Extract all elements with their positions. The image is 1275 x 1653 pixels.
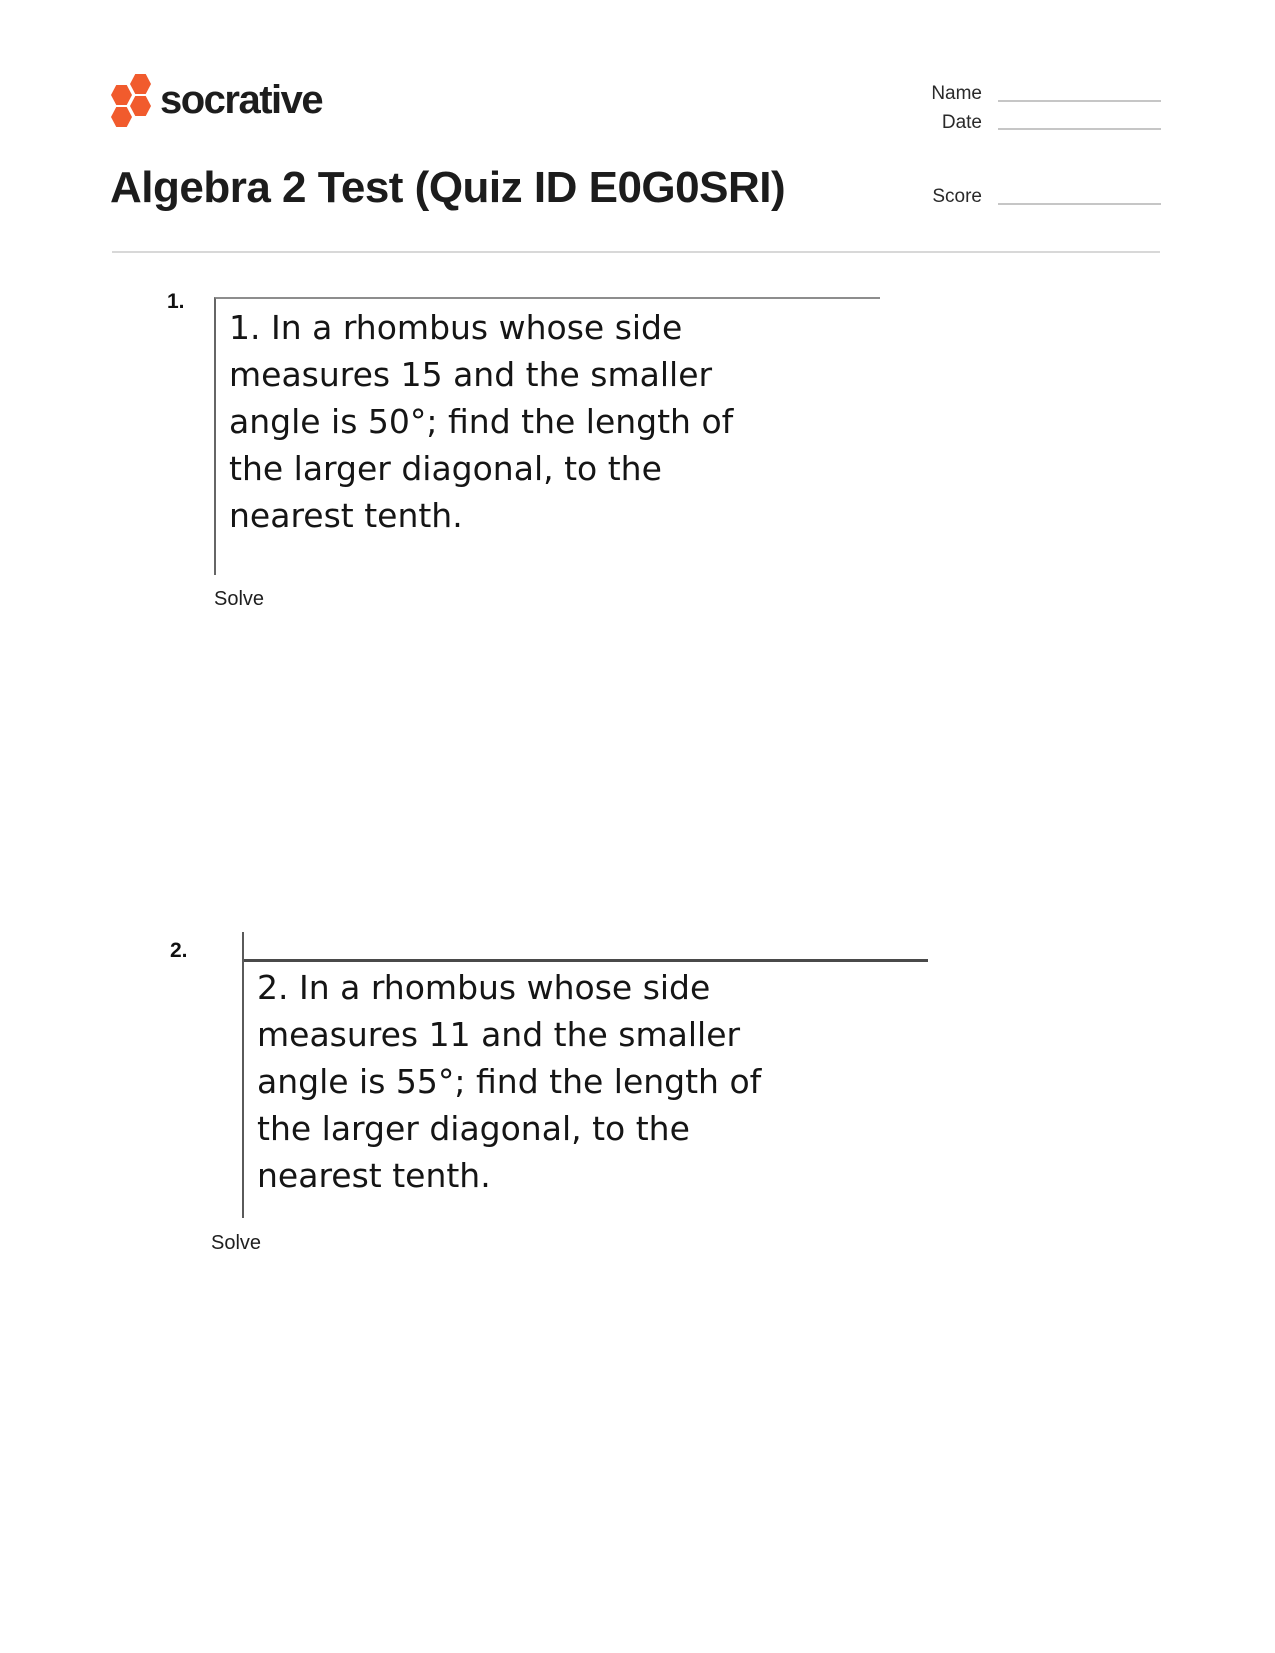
- question-2-line: 2. In a rhombus whose side: [257, 968, 711, 1007]
- header-divider: [112, 251, 1160, 253]
- hexagon-icon: [130, 74, 151, 94]
- socrative-logo-text: socrative: [160, 78, 323, 122]
- question-1-answer-label: Solve: [214, 588, 265, 610]
- question-2-image: [242, 932, 928, 1218]
- question-1-text: [216, 299, 880, 539]
- page-title: Algebra 2 Test (Quiz ID E0G0SRI): [110, 163, 786, 212]
- name-field-line: [998, 100, 1161, 102]
- question-1-line: the larger diagonal, to the: [229, 449, 662, 488]
- question-1-line: nearest tenth.: [229, 496, 463, 535]
- hexagon-icon: [111, 107, 132, 127]
- hexagon-icon: [111, 85, 132, 105]
- date-field-label: Date: [941, 112, 982, 133]
- question-2-image-topline: [244, 959, 928, 962]
- hexagon-icon: [130, 96, 151, 116]
- question-2-answer-label: Solve: [211, 1232, 262, 1254]
- question-1-number: 1.: [167, 290, 185, 313]
- name-field-label: Name: [931, 83, 982, 104]
- date-field-line: [998, 128, 1161, 130]
- question-2-line: measures 11 and the smaller: [257, 1015, 741, 1054]
- question-1-image: [214, 297, 880, 575]
- question-1-line: measures 15 and the smaller: [229, 355, 713, 394]
- question-2-number: 2.: [170, 939, 188, 962]
- question-2-line: angle is 55°; find the length of: [257, 1062, 762, 1101]
- question-2-line: the larger diagonal, to the: [257, 1109, 690, 1148]
- question-2-text: [244, 932, 928, 1199]
- question-1-line: 1. In a rhombus whose side: [229, 308, 683, 347]
- score-field-line: [998, 203, 1161, 205]
- question-2-line: nearest tenth.: [257, 1156, 491, 1195]
- question-1-line: angle is 50°; find the length of: [229, 402, 734, 441]
- score-field-label: Score: [932, 186, 982, 207]
